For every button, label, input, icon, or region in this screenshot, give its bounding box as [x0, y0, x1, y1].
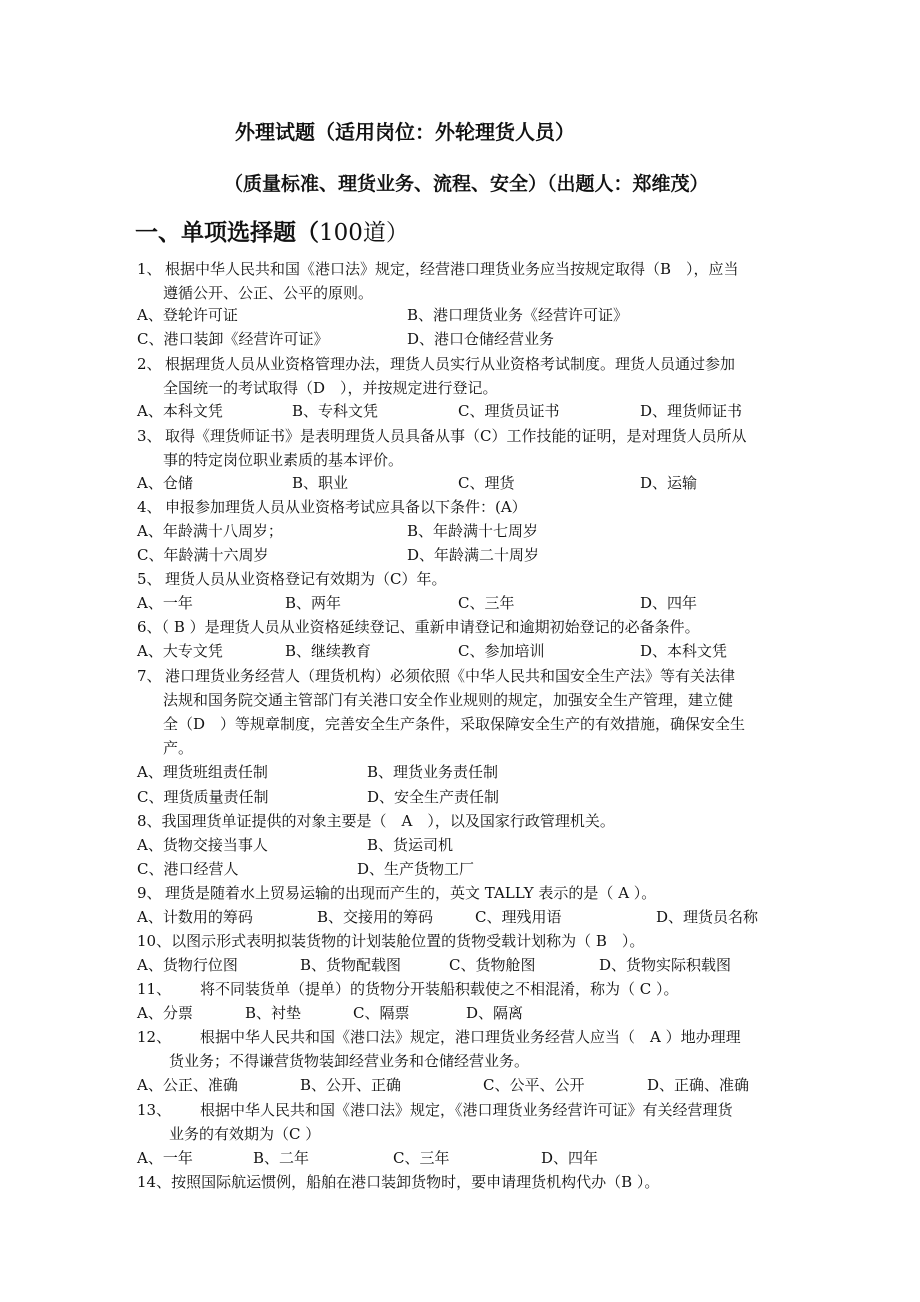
option: B、货物配载图	[300, 956, 402, 974]
section-heading	[135, 214, 409, 247]
question-text: 理货是随着水上贸易运输的出现而产生的，英文 TALLY 表示的是（ A ）。	[165, 884, 657, 902]
question-number: 9、	[137, 884, 162, 902]
option: D、隔离	[466, 1004, 524, 1022]
question	[137, 1170, 797, 1194]
question-text-cont: 产。	[163, 739, 194, 757]
option: B、职业	[292, 474, 349, 492]
question	[137, 929, 797, 953]
question	[137, 1098, 797, 1146]
option: A、一年	[137, 1149, 193, 1167]
question-text: 按照国际航运惯例，船舶在港口装卸货物时，要申请理货机构代办（B ）。	[171, 1173, 660, 1191]
question-text: 将不同装货单（提单）的货物分开装船积载使之不相混淆，称为（ C ）。	[200, 980, 679, 998]
question	[137, 809, 797, 833]
question-number: 10、	[137, 932, 172, 950]
question-text-cont: 业务的有效期为（C ）	[169, 1125, 321, 1143]
question	[137, 664, 797, 760]
question	[137, 424, 797, 472]
option: C、港口经营人	[137, 860, 239, 878]
section-label: 一、单项选择题（	[135, 219, 319, 246]
option: C、三年	[393, 1149, 450, 1167]
option: C、理货员证书	[458, 402, 560, 420]
option: D、理货员名称	[656, 908, 759, 926]
question-text: 以图示形式表明拟装货物的计划装舱位置的货物受载计划称为（ B ）。	[171, 932, 645, 950]
option: A、公正、准确	[137, 1076, 238, 1094]
option: C、理残用语	[475, 908, 562, 926]
option: D、年龄满二十周岁	[407, 546, 540, 564]
question-text: （ B ）是理货人员从业资格延续登记、重新申请登记和逾期初始登记的必备条件。	[161, 618, 700, 636]
option: C、理货质量责任制	[137, 788, 269, 806]
option: B、衬垫	[245, 1004, 302, 1022]
option: A、分票	[137, 1004, 193, 1022]
option: D、生产货物工厂	[357, 860, 475, 878]
question-number: 3、	[137, 427, 162, 445]
option: A、理货班组责任制	[137, 763, 268, 781]
document-title: 外理试题（适用岗位：外轮理货人员）	[235, 120, 575, 144]
option: A、大专文凭	[137, 642, 223, 660]
question-text: 我国理货单证提供的对象主要是（ A ），以及国家行政管理机关。	[161, 812, 615, 830]
question-number: 8、	[137, 812, 162, 830]
question-text: 根据中华人民共和国《港口法》规定，《港口理货业务经营许可证》有关经营理货	[200, 1101, 733, 1119]
option: A、登轮许可证	[137, 306, 238, 324]
option: C、年龄满十六周岁	[137, 546, 269, 564]
question-number: 11、	[137, 980, 172, 998]
option: B、年龄满十七周岁	[407, 522, 539, 540]
option: C、三年	[458, 594, 515, 612]
question-number: 4、	[137, 498, 162, 516]
option: B、专科文凭	[292, 402, 379, 420]
question-number: 7、	[137, 667, 162, 685]
question-number: 2、	[137, 355, 162, 373]
question-text-cont: 全（D ）等规章制度，完善安全生产条件，采取保障安全生产的有效措施，确保安全生	[163, 715, 746, 733]
option: B、公开、正确	[300, 1076, 402, 1094]
question-text: 根据理货人员从业资格管理办法，理货人员实行从业资格考试制度。理货人员通过参加	[165, 355, 736, 373]
question-text: 理货人员从业资格登记有效期为（C）年。	[165, 570, 447, 588]
question-text: 根据中华人民共和国《港口法》规定，经营港口理货业务应当按规定取得（B ），应当	[165, 260, 739, 278]
question	[137, 352, 797, 400]
section-unit: 道）	[362, 220, 409, 246]
question-text: 港口理货业务经营人（理货机构）必须依照《中华人民共和国安全生产法》等有关法律	[165, 667, 736, 685]
option: B、两年	[285, 594, 342, 612]
option: D、理货师证书	[640, 402, 743, 420]
question-number: 6、	[137, 618, 162, 636]
option: C、港口装卸《经营许可证》	[137, 330, 329, 348]
option: B、继续教育	[285, 642, 372, 660]
option: D、本科文凭	[640, 642, 728, 660]
option: D、正确、准确	[647, 1076, 750, 1094]
option: C、参加培训	[458, 642, 545, 660]
question-text: 取得《理货师证书》是表明理货人员具备从事（C）工作技能的证明，是对理货人员所从	[165, 427, 747, 445]
option: B、港口理货业务《经营许可证》	[407, 306, 629, 324]
option: C、货物舱图	[449, 956, 536, 974]
section-count: 100	[319, 220, 363, 246]
option: D、四年	[541, 1149, 599, 1167]
option: B、货运司机	[367, 836, 454, 854]
option: C、隔票	[353, 1004, 410, 1022]
question-number: 5、	[137, 570, 162, 588]
option: A、货物交接当事人	[137, 836, 268, 854]
option: D、货物实际积载图	[599, 956, 732, 974]
option: A、仓储	[137, 474, 193, 492]
question-text: 申报参加理货人员从业资格考试应具备以下条件：(A）	[165, 498, 527, 516]
question	[137, 977, 797, 1001]
option: C、公平、公开	[483, 1076, 585, 1094]
option: A、本科文凭	[137, 402, 223, 420]
option: B、理货业务责任制	[367, 763, 499, 781]
option: B、交接用的筹码	[317, 908, 434, 926]
option: B、二年	[253, 1149, 310, 1167]
question	[137, 567, 797, 591]
question-text-cont: 法规和国务院交通主管部门有关港口安全作业规则的规定，加强安全生产管理，建立健	[163, 691, 734, 709]
question	[137, 1025, 797, 1073]
question	[137, 881, 797, 905]
option: A、计数用的筹码	[137, 908, 253, 926]
option: C、理货	[458, 474, 515, 492]
question-text-cont: 遵循公开、公正、公平的原则。	[163, 284, 374, 302]
question	[137, 257, 797, 305]
option: D、港口仓储经营业务	[407, 330, 555, 348]
question-text: 根据中华人民共和国《港口法》规定，港口理货业务经营人应当（ A ）地办理理	[200, 1028, 741, 1046]
question-text-cont: 全国统一的考试取得（D ），并按规定进行登记。	[163, 379, 498, 397]
question	[137, 495, 797, 519]
question-number: 1、	[137, 260, 162, 278]
option: D、四年	[640, 594, 698, 612]
option: A、年龄满十八周岁；	[137, 522, 283, 540]
question-text-cont: 货业务；不得谦营货物装卸经营业务和仓储经营业务。	[169, 1052, 530, 1070]
question	[137, 615, 797, 639]
document-subtitle: （质量标准、理货业务、流程、安全）（出题人：郑维茂）	[224, 173, 709, 195]
question-number: 13、	[137, 1101, 172, 1119]
option: A、货物行位图	[137, 956, 238, 974]
question-number: 14、	[137, 1173, 172, 1191]
option: D、安全生产责任制	[367, 788, 500, 806]
question-number: 12、	[137, 1028, 172, 1046]
question-text-cont: 事的特定岗位职业素质的基本评价。	[163, 451, 404, 469]
option: D、运输	[640, 474, 698, 492]
option: A、一年	[137, 594, 193, 612]
